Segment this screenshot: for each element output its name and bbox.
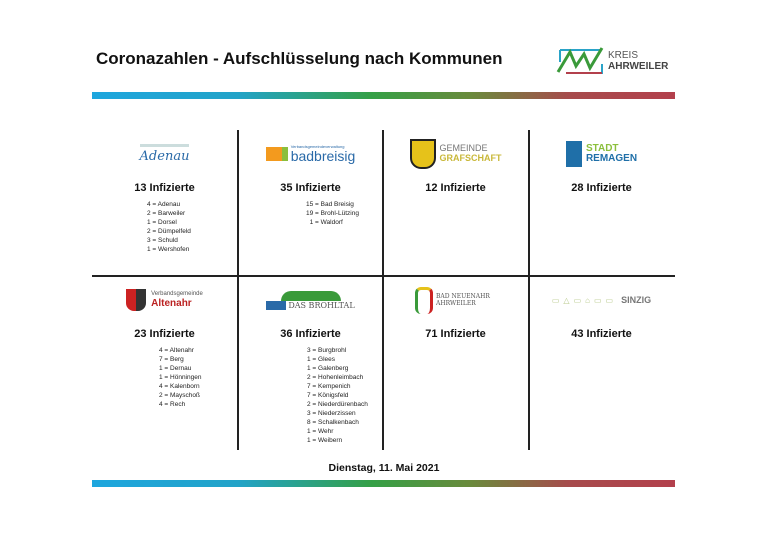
list-item: 1 = Glees (307, 356, 336, 363)
cell-brohltal (238, 276, 383, 444)
logo-text: Verbandsgemeindeverwaltung (290, 144, 345, 149)
report-date: Dienstag, 11. Mai 2021 (328, 462, 440, 474)
cell-sinzig (529, 276, 674, 421)
list-item: 2 = Barweiler (147, 210, 186, 217)
list-item: 3 = Burgbrohl (307, 347, 347, 354)
infected-count: 12 Infizierte (425, 182, 486, 194)
cell-bad-neuenahr (383, 276, 528, 421)
page-title: Coronazahlen - Aufschlüsselung nach Kommunen (96, 49, 503, 68)
municipality-list (307, 346, 368, 445)
altenahr-logo (92, 282, 237, 318)
municipality-list (159, 346, 201, 409)
list-item: 1 = Hönningen (159, 374, 202, 381)
list-item: 1 = Galenberg (307, 365, 349, 372)
list-item: 3 = Schuld (147, 237, 178, 244)
sinzig-logo: ▭△▭⌂▭▭ SINZIG (551, 295, 652, 305)
municipality-list (147, 200, 191, 254)
list-item: 2 = Niederdürenbach (307, 401, 368, 408)
aw-logo-icon (556, 46, 606, 76)
list-item: 3 = Niederzissen (307, 410, 356, 417)
bad-breisig-logo (238, 136, 383, 172)
infected-count: 35 Infizierte (280, 182, 341, 194)
bottom-gradient-bar (92, 480, 675, 487)
infected-count: 71 Infizierte (425, 328, 486, 340)
logo-text: Verbandsgemeinde (151, 291, 203, 298)
cell-altenahr (92, 276, 237, 421)
grafschaft-logo (383, 136, 528, 172)
logo-line2: AHRWEILER (608, 61, 669, 72)
logo-text: Altenahr (151, 297, 192, 309)
municipality-list (306, 200, 359, 227)
infected-count: 28 Infizierte (571, 182, 632, 194)
logo-text: DAS BROHLTAL (266, 301, 354, 310)
adenau-logo (92, 136, 237, 172)
brohltal-logo (238, 282, 383, 318)
list-item: 1 = Wehr (307, 428, 334, 435)
list-item: 15 = Bad Breisig (306, 201, 354, 208)
list-item: 1 = Wershofen (147, 246, 190, 253)
remagen-logo (529, 136, 674, 172)
list-item: 19 = Brohl-Lützing (306, 210, 359, 217)
list-item: 2 = Dümpelfeld (147, 228, 191, 235)
list-item: 7 = Berg (159, 356, 184, 363)
logo-text: BAD NEUENAHR AHRWEILER (436, 292, 490, 307)
list-item: 4 = Altenahr (159, 347, 194, 354)
cell-remagen (529, 130, 674, 275)
list-item: 1 = Waldorf (306, 219, 343, 226)
list-item: 1 = Dorsel (147, 219, 177, 226)
logo-text: GEMEINDE (439, 143, 488, 154)
kreis-ahrweiler-logo (556, 46, 676, 76)
cell-grafschaft (383, 130, 528, 275)
cell-adenau (92, 130, 237, 275)
list-item: 2 = Hohenleimbach (307, 374, 364, 381)
infected-count: 23 Infizierte (134, 328, 195, 340)
infected-count: 13 Infizierte (134, 182, 195, 194)
cell-bad-breisig (238, 130, 383, 275)
logo-text: badbreisig (290, 148, 356, 164)
logo-line1: KREIS (608, 50, 639, 61)
logo-text: Adenau (140, 144, 190, 164)
list-item: 4 = Kalenborn (159, 383, 200, 390)
list-item: 4 = Adenau (147, 201, 181, 208)
list-item: 7 = Königsfeld (307, 392, 349, 399)
list-item: 4 = Rech (159, 401, 186, 408)
list-item: 1 = Weibern (307, 437, 343, 444)
bad-neuenahr-logo (383, 282, 528, 318)
top-gradient-bar (92, 92, 675, 99)
logo-text: REMAGEN (585, 153, 638, 164)
logo-text: SINZIG (621, 295, 652, 305)
list-item: 8 = Schalkenbach (307, 419, 359, 426)
infected-count: 43 Infizierte (571, 328, 632, 340)
list-item: 7 = Kempenich (307, 383, 351, 390)
list-item: 1 = Dernau (159, 365, 192, 372)
list-item: 2 = Mayschoß (159, 392, 201, 399)
logo-text: GRAFSCHAFT (439, 153, 502, 163)
logo-text: STADT (585, 143, 619, 154)
infected-count: 36 Infizierte (280, 328, 341, 340)
